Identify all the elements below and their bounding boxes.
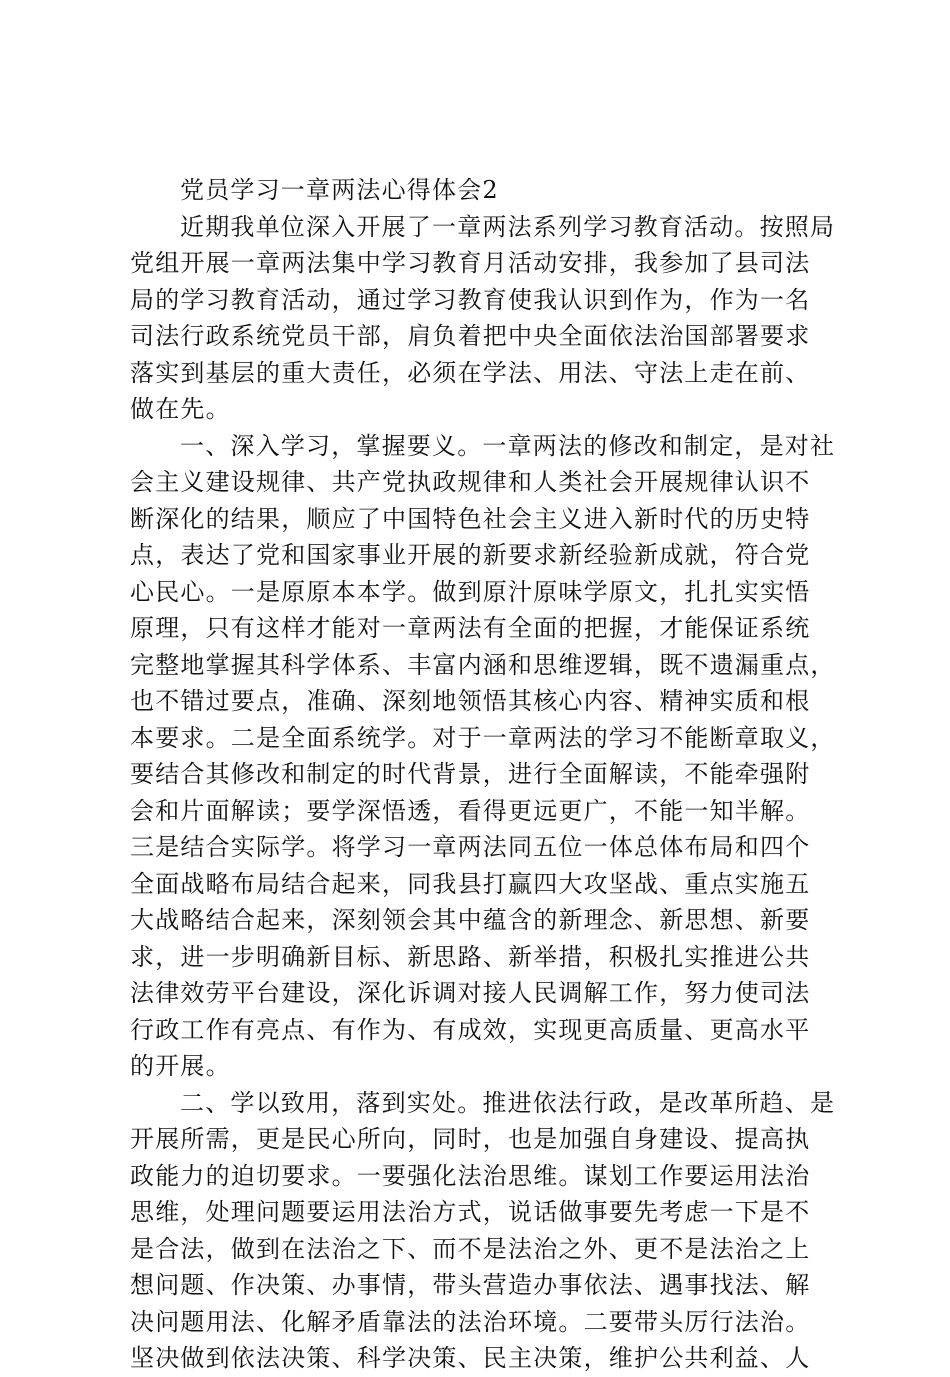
document-body <box>130 172 836 1377</box>
paragraph-2-line-14: 大战略结合起来，深刻领会其中蕴含的新理念、新思想、新要 <box>130 906 811 934</box>
paragraph-1-line-3: 局的学习教育活动，通过学习教育使我认识到作为，作为一名 <box>130 285 811 314</box>
paragraph-3-line-2: 开展所需，更是民心所向，同时，也是加强自身建设、提高执 <box>130 1125 811 1153</box>
paragraph-2-line-18: 的开展。 <box>130 1052 231 1080</box>
paragraph-2-line-5: 心民心。一是原原本本学。做到原汁原味学原文，扎扎实实悟 <box>130 577 811 606</box>
paragraph-3-line-1: 二、学以致用，落到实处。推进依法行政，是改革所趋、是 <box>180 1088 836 1117</box>
paragraph-1-line-2: 党组开展一章两法集中学习教育月活动安排，我参加了县司法 <box>130 249 811 277</box>
paragraph-2-line-7: 完整地掌握其科学体系、丰富内涵和思维逻辑，既不遗漏重点， <box>130 650 836 679</box>
paragraph-1-line-6: 做在先。 <box>130 395 231 423</box>
paragraph-2-line-10: 要结合其修改和制定的时代背景，进行全面解读，不能牵强附 <box>130 760 811 788</box>
paragraph-3-line-8: 坚决做到依法决策、科学决策、民主决策，维护公共利益、人 <box>130 1344 811 1372</box>
paragraph-2-line-12: 三是结合实际学。将学习一章两法同五位一体总体布局和四个 <box>130 833 811 861</box>
paragraph-3-line-7: 决问题用法、化解矛盾靠法的法治环境。二要带头厉行法治。 <box>130 1307 811 1336</box>
paragraph-2-line-15: 求，进一步明确新目标、新思路、新举措，积极扎实推进公共 <box>130 942 811 971</box>
paragraph-2-line-13: 全面战略布局结合起来，同我县打赢四大攻坚战、重点实施五 <box>130 869 811 898</box>
paragraph-2-line-17: 行政工作有亮点、有作为、有成效，实现更高质量、更高水平 <box>130 1015 811 1044</box>
paragraph-3-line-5: 是合法，做到在法治之下、而不是法治之外、更不是法治之上 <box>130 1234 811 1263</box>
paragraph-2-line-11: 会和片面解读；要学深悟透，看得更远更广，不能一知半解。 <box>130 796 811 825</box>
paragraph-2-line-2: 会主义建设规律、共产党执政规律和人类社会开展规律认识不 <box>130 468 811 496</box>
paragraph-2-line-1: 一、深入学习，掌握要义。一章两法的修改和制定，是对社 <box>180 431 836 460</box>
paragraph-2-line-16: 法律效劳平台建设，深化诉调对接人民调解工作，努力使司法 <box>130 979 811 1007</box>
paragraph-3-line-6: 想问题、作决策、办事情，带头营造办事依法、遇事找法、解 <box>130 1271 811 1299</box>
paragraph-3-line-3: 政能力的迫切要求。一要强化法治思维。谋划工作要运用法治 <box>130 1161 811 1190</box>
paragraph-2-line-9: 本要求。二是全面系统学。对于一章两法的学习不能断章取义， <box>130 723 836 752</box>
paragraph-2-line-8: 也不错过要点，准确、深刻地领悟其核心内容、精神实质和根 <box>130 687 811 715</box>
document-title: 党员学习一章两法心得体会2 <box>180 176 499 204</box>
paragraph-1-line-5: 落实到基层的重大责任，必须在学法、用法、守法上走在前、 <box>130 358 811 387</box>
paragraph-2-line-4: 点，表达了党和国家事业开展的新要求新经验新成就，符合党 <box>130 541 811 569</box>
paragraph-2-line-6: 原理，只有这样才能对一章两法有全面的把握，才能保证系统 <box>130 614 811 642</box>
paragraph-1-line-4: 司法行政系统党员干部，肩负着把中央全面依法治国部署要求 <box>130 322 811 350</box>
paragraph-3-line-4: 思维，处理问题要运用法治方式，说话做事要先考虑一下是不 <box>130 1198 811 1226</box>
paragraph-2-line-3: 断深化的结果，顺应了中国特色社会主义进入新时代的历史特 <box>130 504 811 533</box>
paragraph-1-line-1: 近期我单位深入开展了一章两法系列学习教育活动。按照局 <box>180 212 836 241</box>
